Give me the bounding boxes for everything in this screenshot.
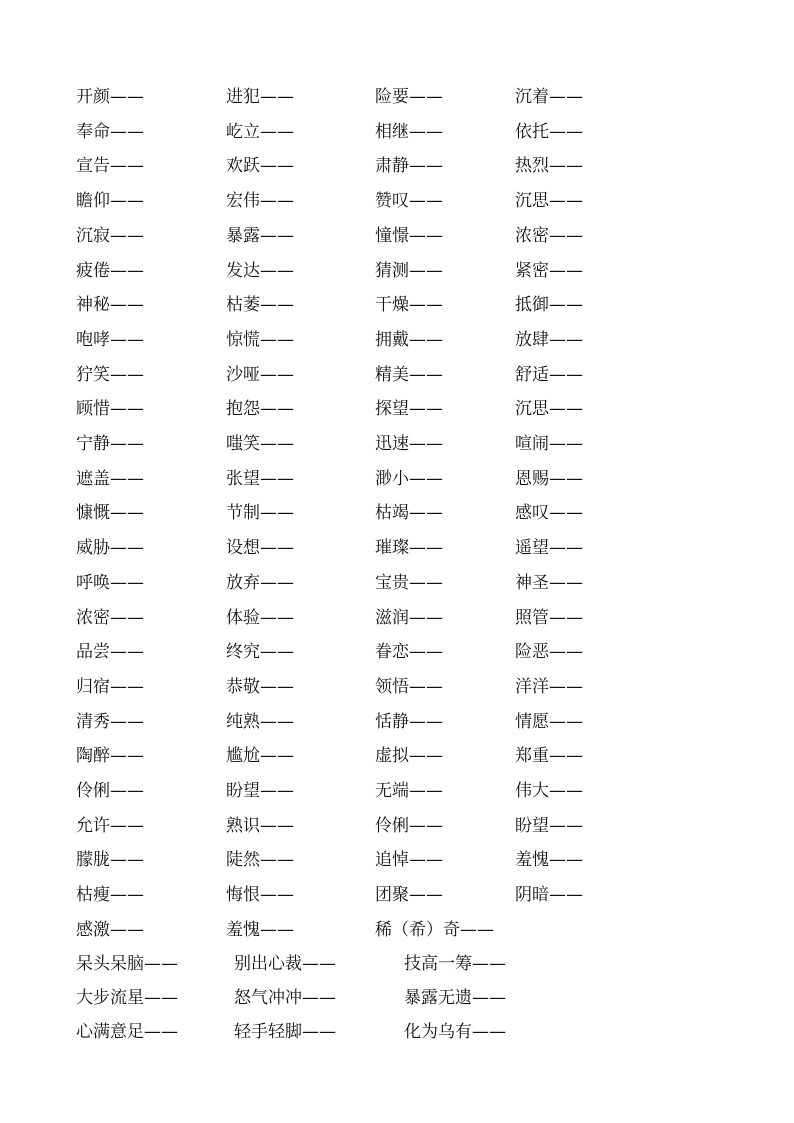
word-row	[0, 87, 794, 121]
word-row	[0, 226, 794, 260]
word-item: 羞愧——	[515, 850, 583, 871]
word-item: 沉寂——	[76, 225, 144, 246]
word-item: 熟识——	[226, 815, 294, 836]
word-item: 咆哮——	[76, 329, 144, 350]
word-item: 宁静——	[76, 434, 144, 454]
word-item: 悔恨——	[226, 885, 294, 906]
word-item: 洋洋——	[515, 676, 583, 697]
word-item: 憧憬——	[375, 225, 443, 246]
word-item: 抱怨——	[226, 399, 294, 420]
word-item: 稀（希）奇——	[375, 919, 494, 940]
word-item: 归宿——	[76, 676, 144, 697]
word-item: 渺小——	[375, 468, 443, 489]
word-row	[0, 156, 794, 190]
idiom-item: 怒气冲冲——	[234, 988, 336, 1008]
idiom-item: 轻手轻脚——	[234, 1022, 336, 1042]
word-row	[0, 573, 794, 607]
word-item: 赞叹——	[375, 191, 443, 212]
word-item: 放肆——	[515, 329, 583, 350]
word-item: 恬静——	[375, 711, 443, 732]
word-item: 感激——	[76, 919, 144, 940]
word-item: 陶醉——	[76, 746, 144, 767]
word-item: 神秘——	[76, 295, 144, 316]
word-item: 猜测——	[375, 260, 443, 281]
word-row	[0, 920, 794, 954]
idiom-item: 化为乌有——	[404, 1022, 506, 1042]
word-item: 沉思——	[515, 191, 583, 212]
word-item: 舒适——	[515, 364, 583, 385]
idiom-row	[0, 1022, 794, 1056]
word-item: 精美——	[375, 364, 443, 385]
word-item: 宏伟——	[226, 191, 294, 212]
word-item: 伶俐——	[375, 815, 443, 836]
word-row	[0, 330, 794, 364]
word-item: 照管——	[515, 607, 583, 628]
word-item: 沉思——	[515, 399, 583, 420]
idiom-row	[0, 954, 794, 988]
word-item: 恩赐——	[515, 468, 583, 489]
word-row	[0, 261, 794, 295]
word-item: 滋润——	[375, 607, 443, 628]
word-item: 伟大——	[515, 781, 583, 801]
idiom-item: 别出心裁——	[234, 954, 336, 974]
word-item: 发达——	[226, 260, 294, 281]
word-item: 顾惜——	[76, 399, 144, 420]
word-item: 尴尬——	[226, 746, 294, 767]
word-item: 情愿——	[515, 711, 583, 732]
word-item: 热烈——	[515, 156, 583, 177]
word-item: 盼望——	[515, 815, 583, 836]
word-item: 感叹——	[515, 503, 583, 524]
word-item: 威胁——	[76, 538, 144, 559]
word-row	[0, 295, 794, 329]
word-item: 喧闹——	[515, 434, 583, 454]
word-row	[0, 434, 794, 468]
word-item: 眷恋——	[375, 642, 443, 663]
word-item: 狞笑——	[76, 364, 144, 385]
word-row	[0, 399, 794, 433]
word-item: 神圣——	[515, 572, 583, 593]
word-item: 羞愧——	[226, 919, 294, 940]
word-item: 允许——	[76, 815, 144, 836]
word-item: 呼唤——	[76, 572, 144, 593]
word-item: 干燥——	[375, 295, 443, 316]
word-item: 恭敬——	[226, 676, 294, 697]
word-item: 团聚——	[375, 885, 443, 906]
word-row	[0, 538, 794, 572]
word-item: 暴露——	[226, 225, 294, 246]
word-row	[0, 677, 794, 711]
word-item: 奉命——	[76, 121, 144, 142]
idiom-item: 心满意足——	[76, 1022, 178, 1042]
word-item: 险要——	[375, 87, 443, 107]
word-item: 郑重——	[515, 746, 583, 767]
word-row	[0, 503, 794, 537]
word-row	[0, 469, 794, 503]
word-item: 伶俐——	[76, 781, 144, 801]
word-item: 相继——	[375, 121, 443, 142]
word-item: 阴暗——	[515, 885, 583, 906]
word-item: 沙哑——	[226, 364, 294, 385]
word-row	[0, 608, 794, 642]
word-item: 拥戴——	[375, 329, 443, 350]
word-row	[0, 712, 794, 746]
word-item: 险恶——	[515, 642, 583, 663]
word-item: 枯竭——	[375, 503, 443, 524]
word-row	[0, 642, 794, 676]
word-item: 盼望——	[226, 781, 294, 801]
word-item: 开颜——	[76, 87, 144, 107]
word-item: 无端——	[375, 781, 443, 801]
idiom-item: 呆头呆脑——	[76, 954, 178, 974]
word-item: 沉着——	[515, 87, 583, 107]
word-item: 遮盖——	[76, 468, 144, 489]
word-item: 进犯——	[226, 87, 294, 107]
word-row	[0, 816, 794, 850]
word-item: 浓密——	[76, 607, 144, 628]
idiom-row	[0, 988, 794, 1022]
word-item: 追悼——	[375, 850, 443, 871]
word-item: 嗤笑——	[226, 434, 294, 454]
word-item: 璀璨——	[375, 538, 443, 559]
word-item: 设想——	[226, 538, 294, 559]
word-item: 虚拟——	[375, 746, 443, 767]
word-item: 枯萎——	[226, 295, 294, 316]
word-item: 瞻仰——	[76, 191, 144, 212]
word-item: 紧密——	[515, 260, 583, 281]
word-item: 清秀——	[76, 711, 144, 732]
word-row	[0, 850, 794, 884]
word-row	[0, 191, 794, 225]
word-item: 惊慌——	[226, 329, 294, 350]
word-item: 宝贵——	[375, 572, 443, 593]
word-item: 探望——	[375, 399, 443, 420]
word-item: 迅速——	[375, 434, 443, 454]
word-item: 朦胧——	[76, 850, 144, 871]
word-row	[0, 365, 794, 399]
word-item: 遥望——	[515, 538, 583, 559]
word-item: 节制——	[226, 503, 294, 524]
word-item: 肃静——	[375, 156, 443, 177]
word-row	[0, 781, 794, 815]
word-item: 欢跃——	[226, 156, 294, 177]
word-row	[0, 122, 794, 156]
word-item: 依托——	[515, 121, 583, 142]
word-item: 浓密——	[515, 225, 583, 246]
word-item: 体验——	[226, 607, 294, 628]
word-item: 领悟——	[375, 676, 443, 697]
word-item: 宣告——	[76, 156, 144, 177]
word-item: 屹立——	[226, 121, 294, 142]
idiom-item: 技高一筹——	[404, 954, 506, 974]
word-item: 疲倦——	[76, 260, 144, 281]
word-item: 枯瘦——	[76, 885, 144, 906]
word-item: 纯熟——	[226, 711, 294, 732]
word-item: 终究——	[226, 642, 294, 663]
word-item: 抵御——	[515, 295, 583, 316]
word-item: 慷慨——	[76, 503, 144, 524]
word-row	[0, 746, 794, 780]
idiom-item: 大步流星——	[76, 988, 178, 1008]
word-item: 品尝——	[76, 642, 144, 663]
word-item: 陡然——	[226, 850, 294, 871]
word-item: 放弃——	[226, 572, 294, 593]
word-item: 张望——	[226, 468, 294, 489]
idiom-item: 暴露无遗——	[404, 988, 506, 1008]
word-row	[0, 885, 794, 919]
